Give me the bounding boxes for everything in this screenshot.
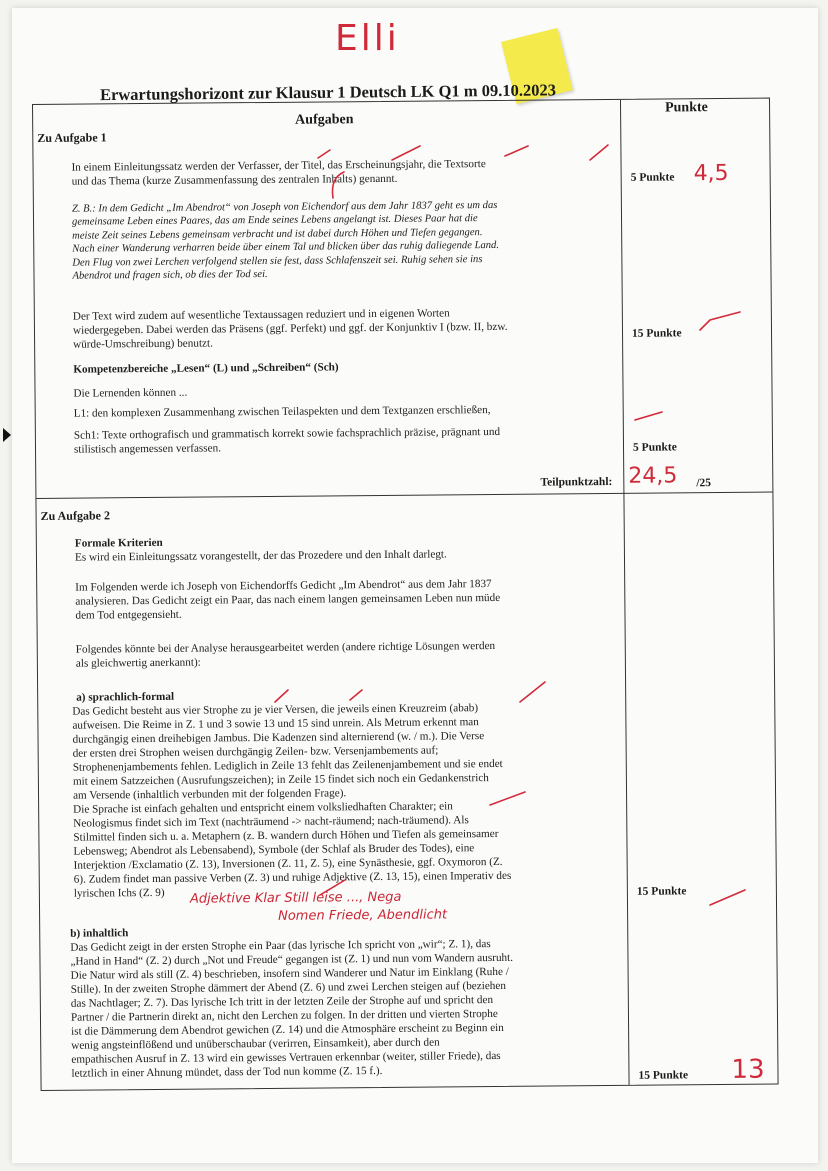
- a-line: lyrischen Ichs (Z. 9): [73, 886, 165, 900]
- intro-line: dem Tod entgegensieht.: [75, 608, 182, 622]
- p2-line: Der Text wird zudem auf wesentliche Textaussagen reduziert und in eigenen Worten: [72, 307, 450, 323]
- handwritten-score-inhalt: 13: [731, 1054, 765, 1085]
- a-line: am Versende (inhaltlich verbunden mit der folgenden Frage).: [72, 787, 347, 802]
- handwritten-student-name: Elli: [335, 18, 400, 59]
- a-line: Stilmittel finden sich u. a. Metaphern (z. B. wandern durch Höhen und Tiefen als gemeinsamer: [73, 827, 499, 844]
- aufgabe1-p1-line2: und das Thema (kurze Zusammenfassung des zentralen Inhalts) genannt.: [71, 172, 398, 188]
- header-punkte: Punkte: [664, 100, 708, 116]
- sch1-line: stilistisch angemessen verfassen.: [73, 442, 222, 456]
- analyse-text: [76, 638, 624, 671]
- points-inhaltlich: 15 Punkte: [638, 1069, 689, 1082]
- a-line: aufweisen. Die Reime in Z. 1 und 3 sowie 13 und 15 sind unrein. Als Metrum erkennt man: [72, 716, 479, 732]
- grading-table: [32, 98, 779, 1091]
- header-aufgaben: Aufgaben: [295, 112, 354, 128]
- handwritten-teilpunkte: 24,5: [628, 463, 678, 489]
- points-kompetenz: 5 Punkte: [632, 441, 677, 454]
- intro-text: [75, 576, 623, 623]
- aufgabe1-p1-line1: In einem Einleitungssatz werden der Verfasser, der Titel, das Erscheinungsjahr, die Textsorte: [71, 158, 486, 174]
- a-line: mit einem Satzzeichen (Ausrufungszeichen); in Zeile 15 findet sich noch ein Gedankenstrich: [72, 772, 489, 788]
- l1-text: L1: den komplexen Zusammenhang zwischen Teilaspekten und dem Textganzen erschließen,: [73, 404, 491, 420]
- b-line: wenig angsteinflößend und unüberschaubar (verirren, Einsamkeit), aber durch den: [71, 1036, 440, 1052]
- row-divider: [36, 492, 772, 500]
- a-line: Interjektion /Exclamatio (Z. 13), Inversionen (Z. 11, Z. 5), eine Synästhesie, ggf. Oxymoron (Z.: [73, 855, 503, 872]
- b-line: Die Natur wird als still (Z. 4) beschrieben, insofern sind Wanderer und Natur im Einklang (Ruhe /: [70, 965, 509, 982]
- formale-text: Es wird ein Einleitungssatz vorangestellt, der das Prozedere und den Inhalt darlegt.: [74, 548, 447, 564]
- example-line: Z. B.: In dem Gedicht „Im Abendrot“ von Joseph von Eichendorf aus dem Jahr 1837 geht es um das: [71, 199, 498, 215]
- points-textaussagen: 15 Punkte: [631, 327, 682, 340]
- p2-line: wiedergegeben. Dabei werden das Präsens (ggf. Perfekt) und ggf. der Konjunktiv I (bzw. II, bzw.: [72, 320, 508, 337]
- aufgabe1-heading: Zu Aufgabe 1: [37, 130, 107, 145]
- b-line: empathischen Ausruf in Z. 13 wird ein gewisses Vertrauen erkennbar (weiter, stiller Friede), das: [71, 1049, 501, 1066]
- a-line: Die Sprache ist einfach gehalten und entspricht einem volksliedhaften Charakter; ein: [73, 800, 453, 816]
- points-sprachlich: 15 Punkte: [636, 885, 687, 898]
- handwritten-score-1: 4,5: [693, 160, 729, 187]
- b-line: Stille). In der zweiten Strophe dämmert der Abend (Z. 6) und zwei Lerchen steigen auf (beziehen: [70, 979, 506, 996]
- aufgabe1-paragraph1: [71, 156, 616, 189]
- a-line: Neologismus findet sich im Text (nachträumend -> nacht-räumend; nach-träumend). Als: [73, 814, 469, 830]
- page-edge-marker: [3, 428, 11, 442]
- b-line: letztlich in einer Ahnung mündet, dass der Tod nun komme (Z. 15 f.).: [71, 1064, 383, 1080]
- a-line: der ersten drei Strophen weisen durchgängig Zeilen- bzw. Versenjambements auf;: [72, 744, 439, 760]
- intro-line: analysieren. Das Gedicht zeigt ein Paar, das nach einem langen gemeinsamen Leben nun müde: [75, 591, 501, 608]
- b-line: Partner / die Partnerin direkt an, nicht den Lerchen zu folgen. In der dritten und vierten Strophe: [70, 1007, 498, 1024]
- example-line: Nach einer Wanderung verharren beide über einem Tal und blicken über das ruhig daliegende Land.: [72, 240, 500, 255]
- b-line: Das Gedicht zeigt in der ersten Strophe ein Paar (das lyrische Ich spricht von „wir“; Z. 1), das: [70, 938, 491, 954]
- a-line: 6). Zudem findet man passive Verben (Z. 3) und ruhige Adjektive (Z. 13, 15), einen Imperativ des: [73, 869, 512, 886]
- kompetenz-heading: Kompetenzbereiche „Lesen“ (L) und „Schreiben“ (Sch): [73, 361, 339, 376]
- a-line: Lebensweg; Abendrot als Lebensabend), Symbole (der Schlaf als Bruder des Todes), eine: [73, 842, 475, 858]
- intro-line: Im Folgenden werde ich Joseph von Eichendorffs Gedicht „Im Abendrot“ aus dem Jahr 1837: [75, 578, 492, 594]
- sch1-text: [74, 425, 500, 457]
- b-line: das Nachtlager; Z. 7). Das lyrische Ich tritt in der letzten Zeile der Strophe auf und spricht den: [70, 994, 494, 1010]
- aufgabe2-heading: Zu Aufgabe 2: [40, 508, 111, 523]
- aufgabe1-paragraph2: [73, 305, 621, 352]
- analyse-line: als gleichwertig anerkannt):: [75, 656, 201, 670]
- example-line: gemeinsame Leben eines Paares, das am Ende seines Lebens angelangt ist. Dieses Paar hat die: [71, 213, 478, 229]
- document-title: Erwartungshorizont zur Klausur 1 Deutsch LK Q1 m 09.10.2023: [99, 80, 557, 105]
- a-line: durchgängig einen dreihebigen Jambus. Die Kadenzen sind alternierend (w. / m.). Die Verse: [72, 730, 485, 746]
- example-line: Abendrot und fragen sich, ob dies der Tod sei.: [72, 268, 268, 282]
- b-heading: b) inhaltlich: [70, 927, 129, 940]
- handwritten-annotation-1: Adjektive Klar Still leise ..., Nega: [189, 889, 402, 907]
- aufgabe1-example: [72, 198, 621, 283]
- b-text: [70, 936, 627, 1081]
- p2-line: würde-Umschreibung) benutzt.: [73, 337, 213, 351]
- b-line: „Hand in Hand“ (Z. 2) durch „Not und Freude“ gegangen ist (Z. 1) und nun vom Wandern ausruht.: [70, 951, 514, 968]
- formale-heading: Formale Kriterien: [74, 536, 163, 550]
- a-text: [72, 700, 626, 901]
- a-line: Das Gedicht besteht aus vier Strophe zu je vier Versen, die jeweils einen Kreuzreim (abab): [72, 702, 479, 718]
- sch1-line: Sch1: Texte orthografisch und grammatisch korrekt sowie fachsprachlich präzise, prägnant und: [73, 425, 501, 442]
- a-line: Strophenenjambements fehlen. Lediglich in Zeile 13 fehlt das Zeilenenjambement und sie endet: [72, 757, 503, 774]
- b-line: ist die Dämmerung dem Abendrot gewichen (Z. 14) und die Atmosphäre erscheint zu Beginn ein: [71, 1021, 504, 1038]
- points-einleitung: 5 Punkte: [630, 171, 675, 184]
- lernenden-text: Die Lernenden können ...: [73, 386, 188, 400]
- analyse-line: Folgendes könnte bei der Analyse herausgearbeitet werden (andere richtige Lösungen werden: [75, 639, 496, 656]
- example-line: Den Flug von zwei Lerchen verfolgend stellen sie fest, dass Schlafenszeit sei. Ruhig sehen sie ins: [72, 253, 483, 269]
- handwritten-annotation-2: Nomen Friede, Abendlicht: [278, 907, 448, 924]
- a-heading: a) sprachlich-formal: [76, 690, 175, 704]
- teilpunktzahl-label: Teilpunktzahl:: [540, 475, 613, 489]
- example-line: meiste Zeit seines Lebens gemeinsam verbracht und ist dabei durch Höhen und Tiefen gegangen.: [72, 226, 483, 242]
- teilpunktzahl-max: /25: [696, 477, 712, 490]
